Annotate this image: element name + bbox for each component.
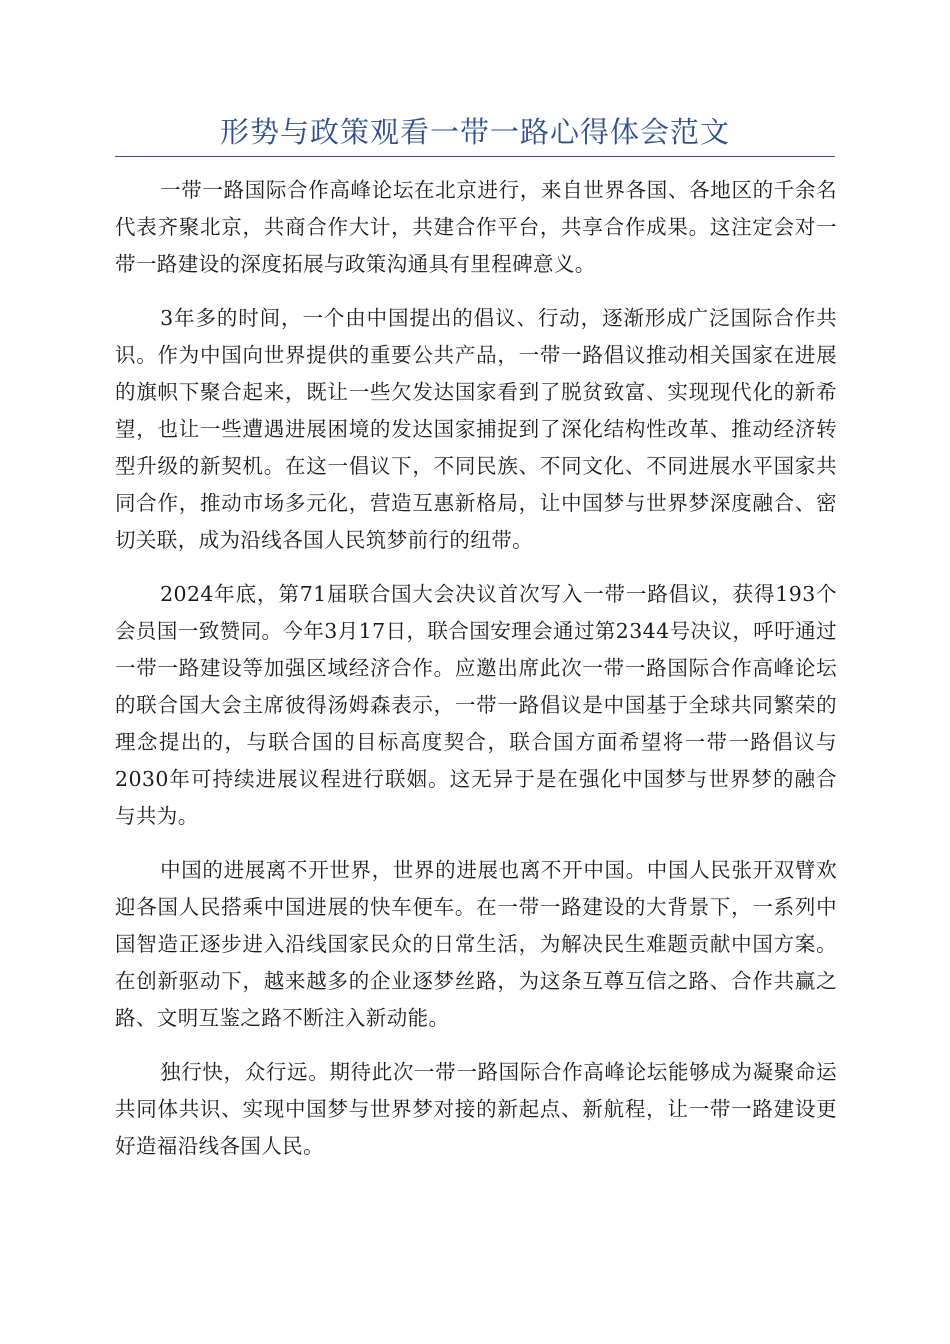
document-body — [115, 172, 837, 1182]
paragraph-5: 独行快，众行远。期待此次一带一路国际合作高峰论坛能够成为凝聚命运共同体共识、实现中国梦与世界梦对接的新起点、新航程，让一带一路建设更好造福沿线各国人民。 — [115, 1060, 837, 1158]
paragraph-2: 3年多的时间，一个由中国提出的倡议、行动，逐渐形成广泛国际合作共识。作为中国向世界提供的重要公共产品，一带一路倡议推动相关国家在进展的旗帜下聚合起来，既让一些欠发达国家看到了脱贫致富、实现现代化的新希望，也让一些遭遇进展困境的发达国家捕捉到了深化结构性改革、推动经济转型升级的新契机。在这一倡议下，不同民族、不同文化、不同进展水平国家共同合作，推动市场多元化，营造互惠新格局，让中国梦与世界梦深度融合、密切关联，成为沿线各国人民筑梦前行的纽带。 — [115, 306, 837, 552]
paragraph-3: 2024年底，第71届联合国大会决议首次写入一带一路倡议，获得193个会员国一致赞同。今年3月17日，联合国安理会通过第2344号决议，呼吁通过一带一路建设等加强区域经济合作。应邀出席此次一带一路国际合作高峰论坛的联合国大会主席彼得汤姆森表示，一带一路倡议是中国基于全球共同繁荣的理念提出的，与联合国的目标高度契合，联合国方面希望将一带一路倡议与2030年可持续进展议程进行联姻。这无异于是在强化中国梦与世界梦的融合与共为。 — [115, 582, 837, 828]
page-title: 形势与政策观看一带一路心得体会范文 — [219, 115, 730, 149]
paragraph-1: 一带一路国际合作高峰论坛在北京进行，来自世界各国、各地区的千余名代表齐聚北京，共商合作大计，共建合作平台，共享合作成果。这注定会对一带一路建设的深度拓展与政策沟通具有里程碑意义。 — [115, 178, 837, 276]
paragraph-4: 中国的进展离不开世界，世界的进展也离不开中国。中国人民张开双臂欢迎各国人民搭乘中国进展的快车便车。在一带一路建设的大背景下，一系列中国智造正逐步进入沿线国家民众的日常生活，为解决民生难题贡献中国方案。在创新驱动下，越来越多的企业逐梦丝路，为这条互尊互信之路、合作共赢之路、文明互鉴之路不断注入新动能。 — [115, 858, 837, 1030]
title-block — [115, 112, 835, 157]
